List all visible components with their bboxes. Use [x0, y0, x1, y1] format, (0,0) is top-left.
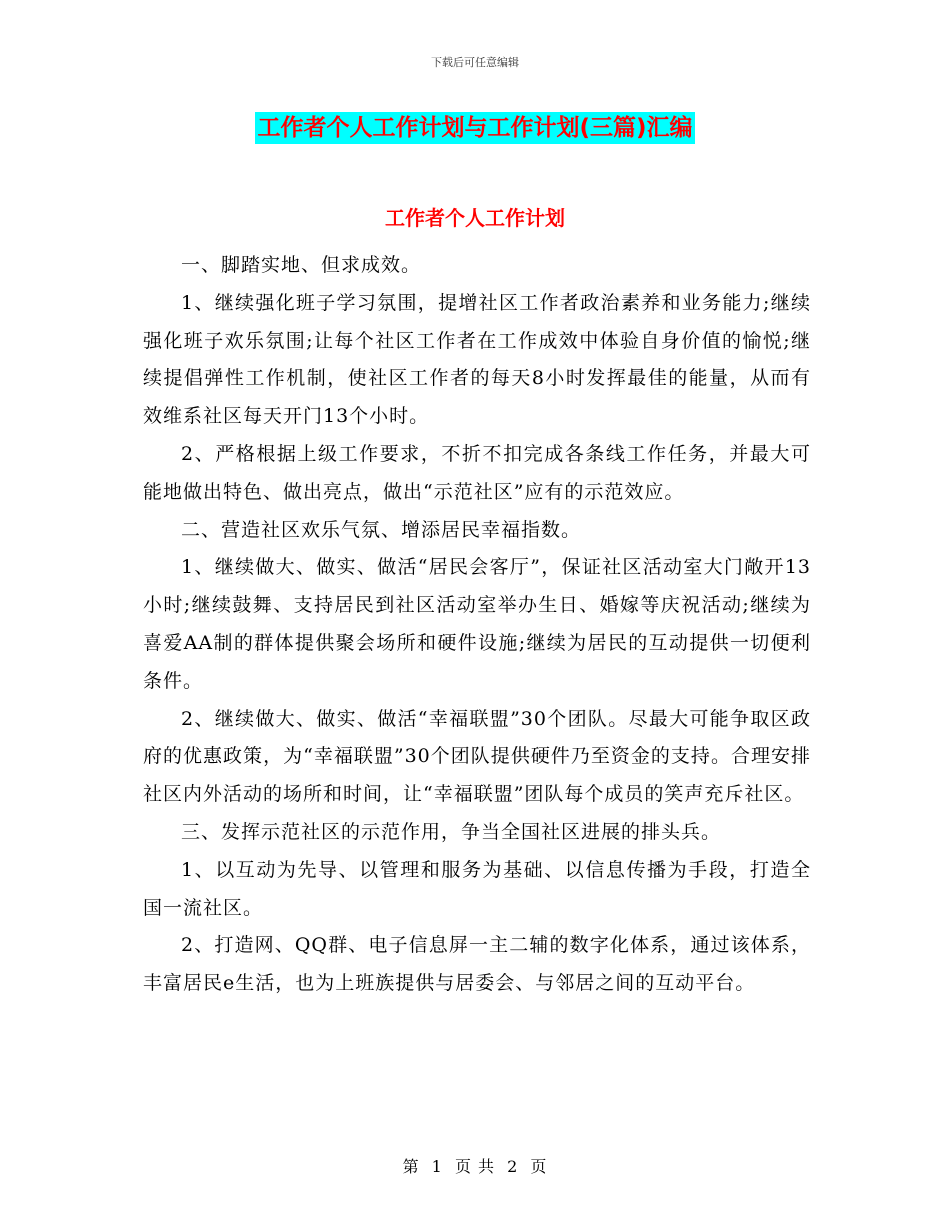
page-current: 1 [431, 1157, 443, 1176]
document-title: 工作者个人工作计划与工作计划(三篇)汇编 [255, 112, 694, 144]
paragraph: 2、打造网、QQ群、电子信息屏一主二辅的数字化体系，通过该体系，丰富居民e生活，也为上班族提供与居委会、与邻居之间的互动平台。 [143, 934, 811, 995]
document-body [143, 247, 811, 1003]
page-total: 2 [507, 1157, 519, 1176]
page-footer [0, 1154, 950, 1177]
document-title-wrap [0, 112, 950, 144]
paragraph: 1、继续强化班子学习氛围，提增社区工作者政治素养和业务能力;继续强化班子欢乐氛围;让每个社区工作者在工作成效中体验自身价值的愉悦;继续提倡弹性工作机制，使社区工作者的每天8小时发挥最佳的能量，从而有效维系社区每天开门13个小时。 [143, 291, 811, 428]
page-label-prefix: 第 [402, 1157, 420, 1176]
paragraph-heading-3: 三、发挥示范社区的示范作用，争当全国社区进展的排头兵。 [181, 820, 722, 843]
page-label-suffix: 页 [530, 1157, 548, 1176]
header-note: 下载后可任意编辑 [431, 56, 519, 69]
section-title: 工作者个人工作计划 [385, 206, 565, 230]
paragraph: 2、严格根据上级工作要求，不折不扣完成各条线工作任务，并最大可能地做出特色、做出亮点，做出“示范社区”应有的示范效应。 [143, 442, 811, 503]
page-label-mid: 页 共 [454, 1157, 496, 1176]
paragraph: 1、继续做大、做实、做活“居民会客厅”，保证社区活动室大门敞开13小时;继续鼓舞、支持居民到社区活动室举办生日、婚嫁等庆祝活动;继续为喜爱AA制的群体提供聚会场所和硬件设施;继续为居民的互动提供一切便利条件。 [143, 556, 811, 692]
paragraph-heading-2: 二、营造社区欢乐气氛、增添居民幸福指数。 [181, 518, 582, 541]
paragraph: 1、以互动为先导、以管理和服务为基础、以信息传播为手段，打造全国一流社区。 [143, 858, 811, 919]
paragraph: 2、继续做大、做实、做活“幸福联盟”30个团队。尽最大可能争取区政府的优惠政策，为“幸福联盟”30个团队提供硬件乃至资金的支持。合理安排社区内外活动的场所和时间，让“幸福联盟”团队每个成员的笑声充斥社区。 [143, 707, 811, 806]
paragraph-heading-1: 一、脚踏实地、但求成效。 [181, 254, 422, 276]
